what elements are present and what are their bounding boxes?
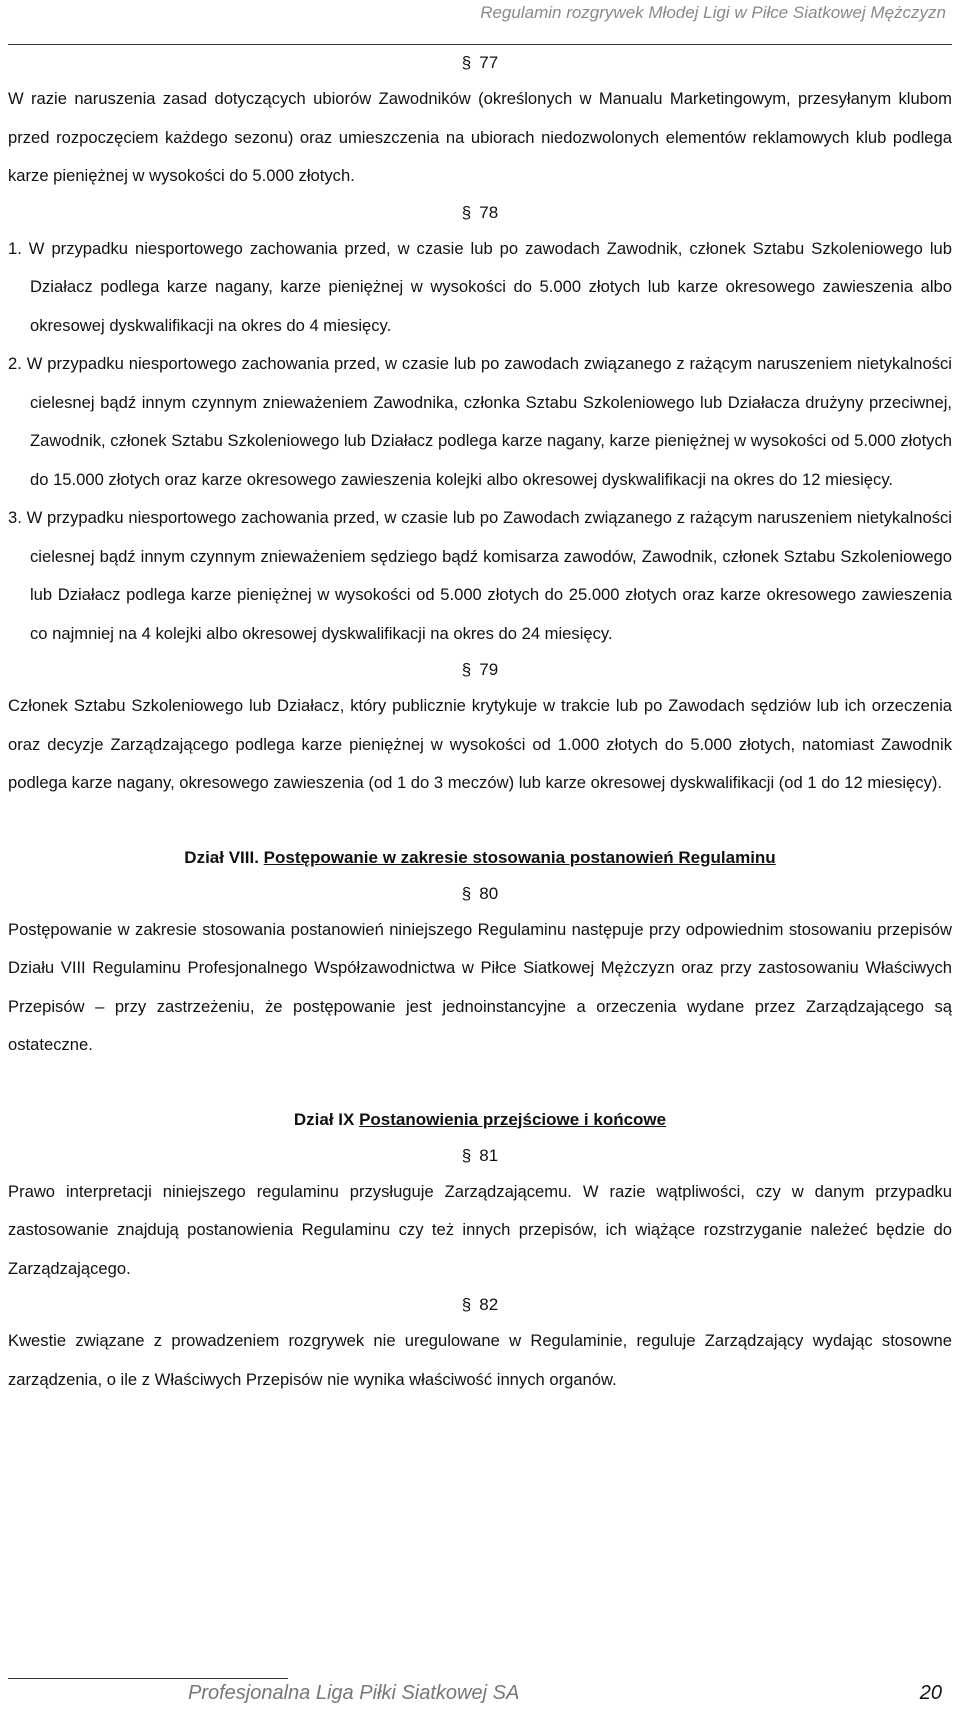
section-mark-79: § 79 [461,660,499,679]
division-title-8: Dział VIII. Postępowanie w zakresie stosowania postanowień Regulaminu [184,847,776,867]
section-symbol-icon: § [461,202,472,222]
page-footer [188,1682,942,1705]
spacer [8,803,952,839]
section-symbol-icon: § [461,53,472,72]
paragraph: Postępowanie w zakresie stosowania postanowień niniejszego Regulaminu następuje przy odpowiednim stosowaniu przepisów Działu VIII Regulaminu Profesjonalnego Współzawodnictwa w Piłce Siatkowej Mężczyzn oraz przy zastosowaniu Właściwych Przepisów – przy zastrzeżeniu, że postępowanie jest jednoinstancyjne a orzeczenia wydane przez Zarządzającego są ostateczne. [8,919,952,1054]
footer-divider [8,1678,288,1679]
paragraph: Kwestie związane z prowadzeniem rozgrywek nie uregulowane w Regulaminie, reguluje Zarządzający wydając stosowne zarządzenia, o ile z Właściwych Przepisów nie wynika właściwość innych organów. [8,1331,952,1389]
paragraph: W razie naruszenia zasad dotyczących ubiorów Zawodników (określonych w Manualu Marketingowym, przesyłanym klubom przed rozpoczęciem każdego sezonu) oraz umieszczenia na ubiorach niedozwolonych elementów reklamowych klub podlega karze pieniężnej w wysokości do 5.000 złotych. [8,89,952,185]
section-mark-77: § 77 [461,53,499,72]
paragraph: Członek Sztabu Szkoleniowego lub Działacz, który publicznie krytykuje w trakcie lub po Zawodach sędziów lub ich orzeczenia oraz decyzje Zarządzającego podlega karze pieniężnej w wysokości od 1.000 złotych do 5.000 złotych, natomiast Zawodnik podlega karze nagany, okresowego zawieszenia (od 1 do 3 meczów) lub karze okresowej dyskwalifikacji (od 1 do 12 miesięcy). [8,696,952,792]
section-symbol-icon: § [461,883,472,903]
division-title-9: Dział IX Postanowienia przejściowe i końcowe [293,1109,667,1129]
paragraph: 1. W przypadku niesportowego zachowania przed, w czasie lub po zawodach Zawodnik, członek Sztabu Szkoleniowego lub Działacz podlega karze nagany, karze pieniężnej w wysokości do 5.000 złotych lub karze okresowego zawieszenia albo okresowej dyskwalifikacji na okres do 4 miesięcy. [8,238,952,335]
section-symbol-icon: § [461,660,472,679]
page-number: 20 [919,1682,942,1704]
spacer [8,1065,952,1101]
page-header [0,0,960,44]
header-title: Regulamin rozgrywek Młodej Ligi w Piłce Siatkowej Mężczyzn [480,3,946,22]
section-mark-78: § 78 [461,202,499,222]
section-mark-80: § 80 [461,883,499,903]
section-symbol-icon: § [461,1145,472,1165]
document-body [8,46,952,1399]
section-mark-81: § 81 [461,1145,499,1165]
paragraph: Prawo interpretacji niniejszego regulaminu przysługuje Zarządzającemu. W razie wątpliwości, czy w danym przypadku zastosowanie znajdują postanowienia Regulaminu czy też innych przepisów, ich wiążące rozstrzyganie należeć będzie do Zarządzającego. [8,1181,952,1278]
footer-organization: Profesjonalna Liga Piłki Siatkowej SA [188,1682,520,1704]
header-divider [8,44,952,45]
paragraph: 2. W przypadku niesportowego zachowania przed, w czasie lub po zawodach związanego z rażącym naruszeniem nietykalności cielesnej bądź innym czynnym znieważeniem Zawodnika, członka Sztabu Szkoleniowego lub Działacza drużyny przeciwnej, Zawodnik, członek Sztabu Szkoleniowego lub Działacz podlega karze nagany, karze pieniężnej w wysokości od 5.000 złotych do 15.000 złotych oraz karze okresowego zawieszenia kolejki albo okresowej dyskwalifikacji na okres do 12 miesięcy. [8,354,952,489]
section-symbol-icon: § [461,1295,472,1314]
section-mark-82: § 82 [461,1295,499,1314]
paragraph: 3. W przypadku niesportowego zachowania przed, w czasie lub po Zawodach związanego z rażącym naruszeniem nietykalności cielesnej bądź innym czynnym znieważeniem sędziego bądź komisarza zawodów, Zawodnik, członek Sztabu Szkoleniowego lub Działacz podlega karze pieniężnej w wysokości od 5.000 złotych do 25.000 złotych oraz karze okresowego zawieszenia co najmniej na 4 kolejki albo okresowej dyskwalifikacji na okres do 24 miesięcy. [8,508,952,643]
